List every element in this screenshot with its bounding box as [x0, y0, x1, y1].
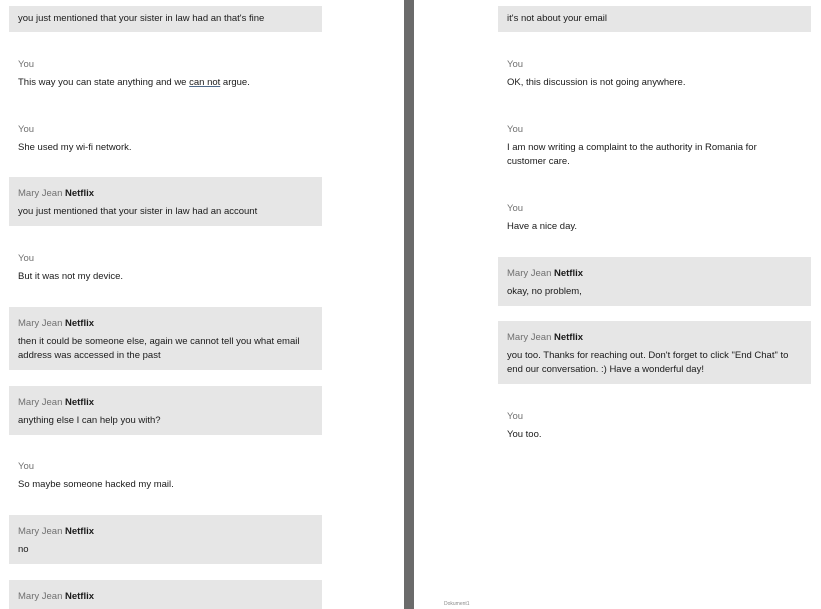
message-line: I am now writing a complaint to the authority in Romania for: [507, 142, 757, 153]
message-text: So maybe someone hacked my mail.: [18, 479, 174, 490]
message-text: [18, 76, 313, 90]
chat-message-user: [498, 202, 811, 234]
message-text: okay, no problem,: [507, 286, 582, 297]
chat-message-agent: [9, 6, 322, 32]
message-text: it's not about your email: [507, 13, 608, 24]
company-name: Netflix: [554, 268, 584, 279]
spellcheck-underlined-text: can not: [189, 77, 221, 88]
sender-name: You: [507, 203, 524, 214]
message-line: address was accessed in the past: [18, 350, 161, 361]
chat-message-user: [9, 123, 322, 155]
message-text: OK, this discussion is not going anywhere.: [507, 77, 686, 88]
agent-name: Mary Jean: [18, 188, 63, 199]
company-name: Netflix: [65, 318, 95, 329]
chat-message-user: [9, 58, 322, 90]
message-text: But it was not my device.: [18, 271, 124, 282]
message-text: [507, 349, 802, 377]
agent-header: [18, 317, 313, 331]
message-text: [18, 335, 313, 363]
chat-message-agent: [498, 321, 811, 384]
company-name: Netflix: [554, 332, 584, 343]
message-line: customer care.: [507, 156, 570, 167]
sender-name: You: [18, 124, 35, 135]
right-document-page: [414, 0, 821, 609]
message-text-part: argue.: [220, 77, 250, 88]
chat-message-agent: [9, 386, 322, 435]
agent-name: Mary Jean: [507, 332, 552, 343]
message-text: no: [18, 544, 29, 555]
sender-name: You: [507, 411, 524, 422]
chat-message-agent: [9, 580, 322, 609]
agent-header: [18, 525, 313, 539]
chat-message-agent: [9, 515, 322, 564]
document-name-label: Dokument1: [444, 601, 470, 607]
left-document-page: [0, 0, 404, 609]
company-name: Netflix: [65, 188, 95, 199]
chat-message-agent: [9, 177, 322, 226]
agent-header: [507, 267, 802, 281]
agent-header: [18, 590, 313, 604]
chat-message-agent: [498, 6, 811, 32]
agent-name: Mary Jean: [18, 318, 63, 329]
chat-message-user: [498, 58, 811, 90]
sender-name: You: [18, 253, 35, 264]
agent-name: Mary Jean: [507, 268, 552, 279]
chat-message-user: [9, 460, 322, 492]
message-text: anything else I can help you with?: [18, 415, 161, 426]
chat-message-user: [498, 410, 811, 442]
page-gutter: [404, 0, 414, 609]
message-text-part: This way you can state anything and we: [18, 77, 190, 88]
sender-name: You: [507, 59, 524, 70]
sender-name: You: [18, 59, 35, 70]
company-name: Netflix: [65, 591, 95, 602]
sender-name: You: [18, 461, 35, 472]
chat-message-agent: [9, 307, 322, 370]
agent-name: Mary Jean: [18, 526, 63, 537]
message-line: then it could be someone else, again we cannot tell you what email: [18, 336, 300, 347]
message-line: end our conversation. :) Have a wonderful day!: [507, 364, 704, 375]
message-line: you too. Thanks for reaching out. Don't forget to click "End Chat" to: [507, 350, 789, 361]
message-text: She used my wi-fi network.: [18, 142, 132, 153]
sender-name: You: [507, 124, 524, 135]
company-name: Netflix: [65, 526, 95, 537]
message-text: [507, 141, 802, 169]
agent-header: [18, 396, 313, 410]
agent-name: Mary Jean: [18, 591, 63, 602]
message-text: you just mentioned that your sister in law had an that's fine: [18, 13, 265, 24]
agent-header: [18, 187, 313, 201]
agent-header: [507, 331, 802, 345]
message-text: Have a nice day.: [507, 221, 578, 232]
chat-message-user: [9, 252, 322, 284]
chat-message-agent: [498, 257, 811, 306]
message-text: You too.: [507, 429, 542, 440]
agent-name: Mary Jean: [18, 397, 63, 408]
company-name: Netflix: [65, 397, 95, 408]
chat-message-user: [498, 123, 811, 169]
message-text: you just mentioned that your sister in law had an account: [18, 206, 258, 217]
